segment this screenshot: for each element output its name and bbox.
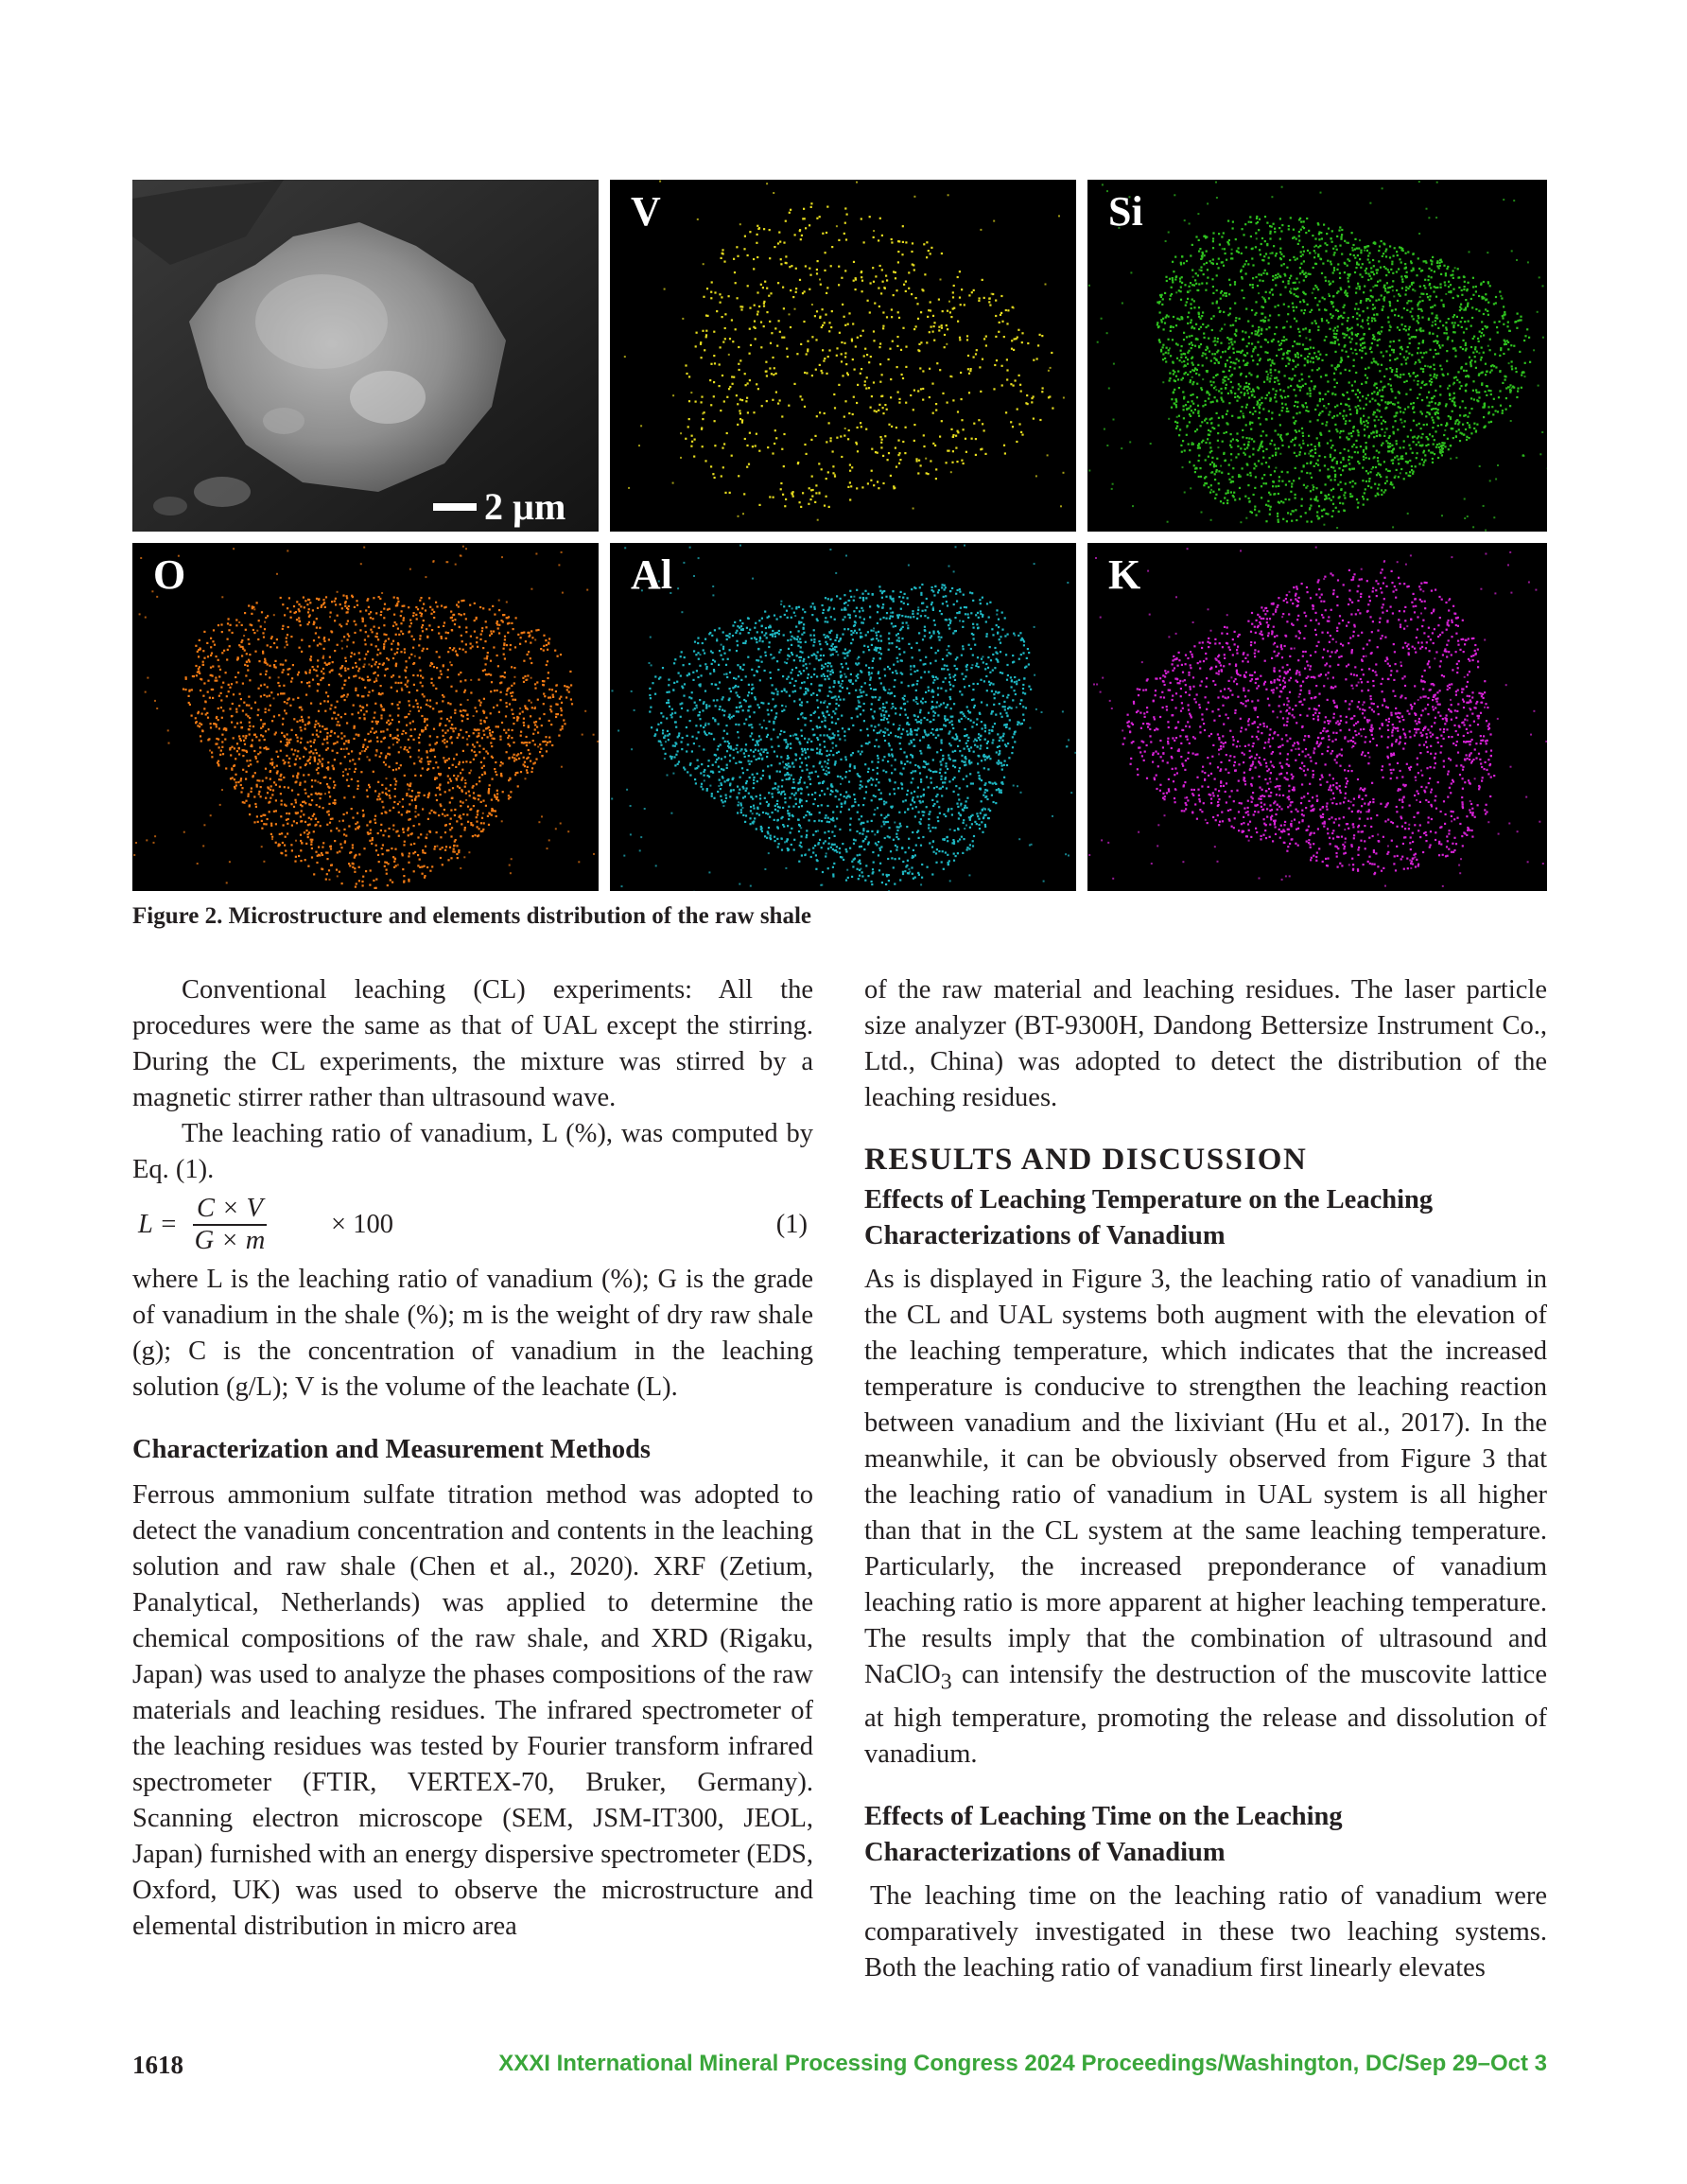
eds-dot-map [132,543,599,891]
paragraph-particle-size: of the raw material and leaching residues. The laser particle size analyzer (BT-9300H, Dandong Bettersize Instrument Co., Ltd., China) was adopted to detect the distribution of the leaching residues. [864,975,1547,1112]
figure-caption: Figure 2. Microstructure and elements distribution of the raw shale [132,903,811,929]
section-heading-results: RESULTS AND DISCUSSION [864,1143,1308,1177]
equation-number: (1) [775,1210,808,1239]
panel-label: Al [631,551,672,598]
equation-fraction [193,1194,267,1256]
paragraph-cl-experiments: Conventional leaching (CL) experiments: All the procedures were the same as that of UAL except the stirring. During the CL experiments, the mixture was stirred by a magnetic stirrer rather than ultrasound wave. [132,975,813,1112]
subheading-temperature: Effects of Leaching Temperature on the Leaching Characterizations of Vanadium [864,1185,1434,1250]
equation-multiplier: × 100 [331,1210,393,1239]
eds-dot-map [1087,543,1547,891]
subheading-time: Effects of Leaching Time on the Leaching Characterizations of Vanadium [864,1801,1343,1867]
equation-numerator: C × V [193,1194,267,1226]
eds-map-aluminum [610,543,1076,891]
paragraph-methods: Ferrous ammonium sulfate titration method was adopted to detect the vanadium concentration and contents in the leaching solution and raw shale (Chen et al., 2020). XRF (Zetium, Panalytical, Netherlands) was applied to determine the chemical compositions of the raw shale, and XRD (Rigaku, Japan) was used to analyze the phases compositions of the raw materials and leaching residues. The infrared spectrometer of the leaching residues was tested by Fourier transform infrared spectrometer (FTIR, VERTEX-70, Bruker, Germany). Scanning electron microscope (SEM, JSM-IT300, JEOL, Japan) furnished with an energy dispersive spectrometer (EDS, Oxford, UK) was used to observe the microstructure and elemental distribution in micro area [132,1480,813,1941]
eds-map-vanadium [610,180,1076,532]
left-column [132,972,813,1945]
panel-label: K [1108,551,1141,598]
scale-bar-line [433,503,477,511]
eds-map-silicon [1087,180,1547,532]
eds-dot-map [610,180,1076,532]
text-run: can intensify the destruction of the muscovite lattice at high temperature, promoting the release and dissolution of vanadium. [864,1660,1547,1769]
eds-map-potassium [1087,543,1547,891]
figure-2 [132,180,1547,891]
paragraph-temperature-effects [864,1262,1547,1773]
equation-1 [132,1194,813,1256]
sem-micrograph [132,180,599,532]
paragraph-variable-definitions: where L is the leaching ratio of vanadium (%); G is the grade of vanadium in the shale (%); m is the weight of dry raw shale (g); C is the concentration of vanadium in the leaching solution (g/L); V is the volume of the leachate (L). [132,1265,813,1402]
text-run: As is displayed in Figure 3, the leaching ratio of vanadium in the CL and UAL systems both augment with the elevation of the leaching temperature, which indicates that the increased temperature is conducive to strengthen the leaching reaction between vanadium and the lixiviant (Hu et al., 2017). In the meanwhile, it can be obviously observed from Figure 3 that the leaching ratio of vanadium in UAL system is all higher than that in the CL system at the same leaching temperature. Particularly, the increased preponderance of vanadium leaching ratio is more apparent at higher leaching temperature. The results imply that the combination of ultrasound and NaClO [864,1265,1547,1689]
panel-label: O [153,551,186,598]
eds-dot-map [610,543,1076,891]
right-column [864,972,1547,1986]
subheading-characterization: Characterization and Measurement Methods [132,1435,652,1464]
page-number: 1618 [132,2051,183,2079]
panel-label: Si [1108,188,1143,235]
equation-lhs: L = [138,1210,178,1239]
subscript: 3 [940,1669,952,1695]
panel-label: V [631,188,661,235]
eds-dot-map [1087,180,1547,532]
scale-bar-label: 2 µm [484,485,566,528]
scale-bar [433,484,565,529]
paragraph-leaching-ratio: The leaching ratio of vanadium, L (%), was computed by Eq. (1). [132,1119,813,1184]
equation-denominator: G × m [194,1226,266,1255]
running-footer: XXXI International Mineral Processing Congress 2024 Proceedings/Washington, DC/Sep 29–Oct 3 [498,2051,1547,2076]
paragraph-time-effects: The leaching time on the leaching ratio of vanadium were comparatively investigated in these two leaching systems. Both the leaching ratio of vanadium first linearly elevates [864,1880,1547,1983]
eds-map-oxygen [132,543,599,891]
sem-image-panel [132,180,599,532]
